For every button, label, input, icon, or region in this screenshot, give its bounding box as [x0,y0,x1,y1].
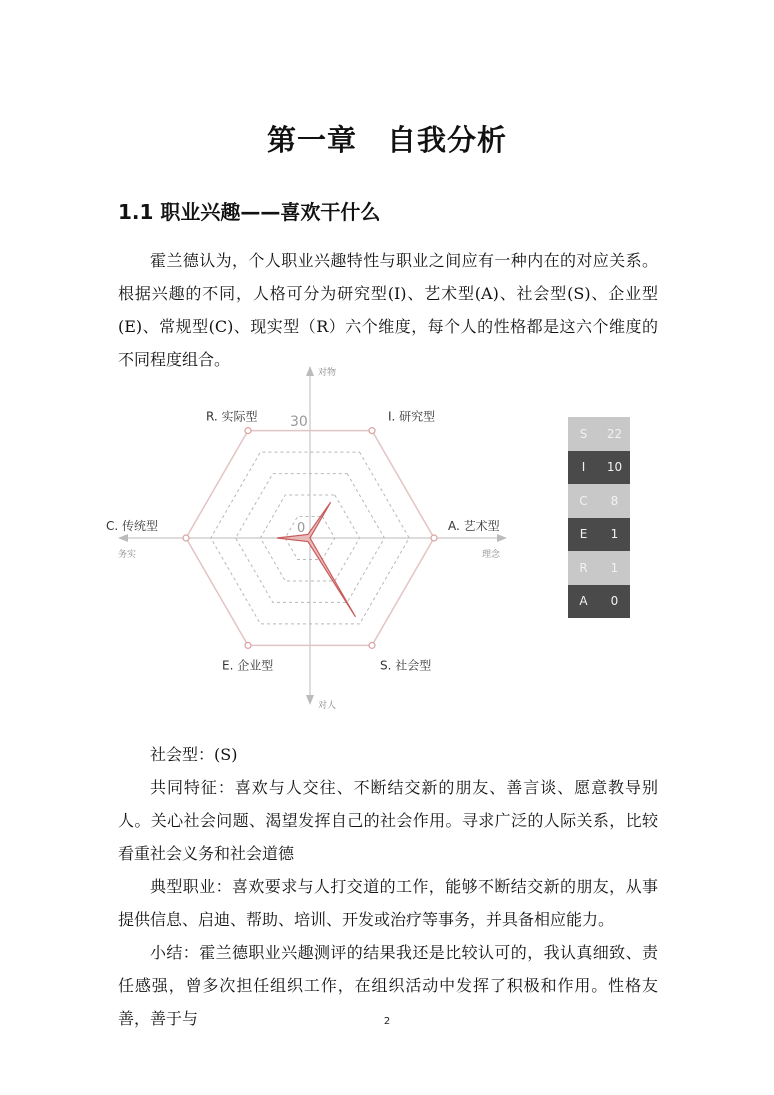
axis-label-left: 务实 [118,550,137,560]
score-key: R [579,560,588,575]
score-key: I [581,460,586,475]
score-value: 1 [610,527,619,542]
score-table [568,417,630,618]
social-type-heading: 社会型：(S) [150,745,238,764]
score-key: C [579,493,588,508]
vertex-dot-e [245,642,251,648]
axis-label-top: 对物 [318,368,337,378]
score-row-c [568,484,630,518]
vertex-label-r: R. 实际型 [206,409,258,424]
chapter-title: 第一章 自我分析 [266,123,507,157]
vertex-label-s: S. 社会型 [380,658,432,673]
common-traits-paragraph: 共同特征：喜欢与人交往、不断结交新的朋友、善言谈、愿意教导别人。关心社会问题、渴望发挥自己的社会作用。寻求广泛的人际关系，比较看重社会义务和社会道德 [118,778,658,863]
score-row-r [568,551,630,585]
score-value: 0 [610,594,619,609]
score-key: S [579,426,588,441]
score-row-s [568,417,630,451]
axis-arrow-left [118,534,128,542]
score-value: 22 [606,426,623,441]
axis-arrow-right [497,534,507,542]
intro-paragraph: 霍兰德认为，个人职业兴趣特性与职业之间应有一种内在的对应关系。根据兴趣的不同，人格可分为研究型(I)、艺术型(A)、社会型(S)、企业型(E)、常规型(C)、现实型（R）六个维度，每个人的性格都是这六个维度的不同程度组合。 [118,251,658,369]
axis-arrow-top [306,366,314,376]
score-key: A [579,594,588,609]
holland-radar-chart [100,358,520,718]
vertex-label-i: I. 研究型 [388,409,436,424]
vertex-dot-a [431,535,437,541]
section-title: 1.1 职业兴趣——喜欢干什么 [118,200,381,224]
scale-min-label: 0 [297,521,306,536]
vertex-dot-i [369,428,375,434]
vertex-label-c: C. 传统型 [106,519,159,533]
typical-jobs-paragraph: 典型职业：喜欢要求与人打交道的工作，能够不断结交新的朋友，从事提供信息、启迪、帮助、培训、开发或治疗等事务，并具备相应能力。 [118,877,658,929]
axis-label-right: 理念 [482,550,501,560]
score-value: 1 [610,560,619,575]
score-key: E [579,527,588,542]
axis-arrow-bottom [306,695,314,705]
vertex-dot-r [245,428,251,434]
score-value: 10 [606,460,623,475]
score-row-i [568,451,630,485]
score-row-e [568,518,630,552]
vertex-label-e: E. 企业型 [222,658,274,673]
axis-label-bottom: 对人 [318,701,337,711]
score-row-a [568,585,630,619]
summary-paragraph: 小结：霍兰德职业兴趣测评的结果我还是比较认可的，我认真细致、责任感强，曾多次担任组织工作，在组织活动中发挥了积极和作用。性格友善，善于与 [118,943,658,1028]
vertex-label-a: A. 艺术型 [448,519,500,533]
vertex-dot-c [183,535,189,541]
scale-max-label: 30 [290,414,308,430]
page-number: 2 [383,1016,391,1027]
vertex-dot-s [369,642,375,648]
score-value: 8 [610,493,619,508]
